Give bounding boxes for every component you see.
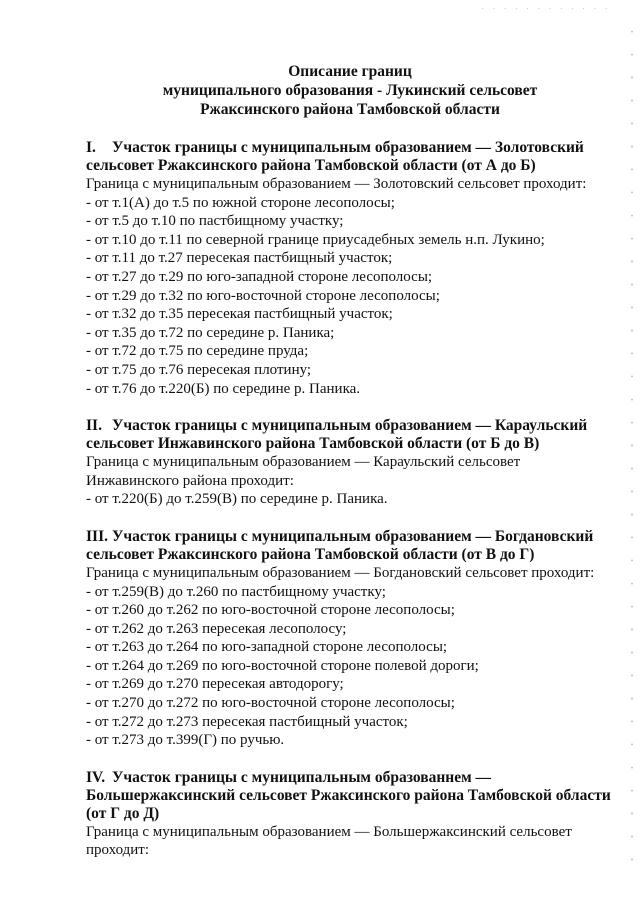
document-title xyxy=(86,62,614,119)
boundary-section xyxy=(86,139,614,398)
boundary-point-item: - от т.35 до т.72 по середине р. Паника; xyxy=(86,324,335,341)
boundary-point-item: - от т.5 до т.10 по пастбищному участку; xyxy=(86,213,344,230)
section-intro: Инжавинского района проходит: xyxy=(86,472,294,489)
boundary-point-item: - от т.27 до т.29 по юго-западной стороне лесополосы; xyxy=(86,268,433,285)
section-intro: Граница с муниципальным образованием — Большержаксинский сельсовет xyxy=(86,823,572,840)
section-heading-text: Участок границы с муниципальным образованием — Богдановский xyxy=(112,527,594,545)
section-heading-text: сельсовет Инжавинского района Тамбовской области (от Б до В) xyxy=(86,435,540,453)
boundary-point-item: - от т.263 до т.264 по юго-западной стороне лесополосы; xyxy=(86,639,448,656)
boundary-point-item: - от т.272 до т.273 пересекая пастбищный участок; xyxy=(86,713,408,730)
section-heading-text: Участок границы с муниципальным образованнем — xyxy=(112,768,492,786)
section-heading-line xyxy=(86,139,614,157)
boundary-point-item: - от т.264 до т.269 по юго-восточной стороне полевой дороги; xyxy=(86,657,479,674)
boundary-point-item: - от т.76 до т.220(Б) по середине р. Паника. xyxy=(86,380,361,397)
boundary-point-item: - от т.262 до т.263 пересекая лесополосу; xyxy=(86,620,347,637)
section-heading xyxy=(86,417,614,453)
section-heading-text: Участок границы с муниципальным образованием — Караульский xyxy=(112,417,588,435)
title-line: Описание границ xyxy=(288,63,412,80)
section-number: III. xyxy=(86,527,108,545)
boundary-point-list xyxy=(86,194,614,399)
section-heading-line xyxy=(86,417,614,435)
section-intro: Граница с муниципальным образованием — Богдановский сельсовет проходит: xyxy=(86,564,595,581)
boundary-section xyxy=(86,417,614,509)
section-heading-text: сельсовет Ржаксинского района Тамбовской области (от В до Г) xyxy=(86,545,535,563)
boundary-point-item: - от т.260 до т.262 по юго-восточной стороне лесополосы; xyxy=(86,602,455,619)
boundary-section xyxy=(86,769,614,860)
section-number: II. xyxy=(86,417,102,435)
boundary-point-item: - от т.75 до т.76 пересекая плотину; xyxy=(86,361,312,378)
section-intro: Граница с муниципальным образованием — Золотовский сельсовет проходит: xyxy=(86,176,587,192)
section-heading-text: Участок границы с муниципальным образованием — Золотовский xyxy=(112,139,584,156)
section-number: I. xyxy=(86,139,96,156)
boundary-point-item: - от т.72 до т.75 по середине пруда; xyxy=(86,343,309,360)
boundary-point-item: - от т.32 до т.35 пересекая пастбищный участок; xyxy=(86,306,393,323)
section-intro: проходит: xyxy=(86,842,150,859)
boundary-point-item: - от т.1(А) до т.5 по южной стороне лесополосы; xyxy=(86,194,395,211)
section-heading xyxy=(86,528,614,564)
section-heading xyxy=(86,769,614,823)
section-heading-line xyxy=(86,435,614,453)
boundary-point-item: - от т.11 до т.27 пересекая пастбищный участок; xyxy=(86,250,393,267)
boundary-point-item: - от т.273 до т.399(Г) по ручью. xyxy=(86,732,285,749)
document-page xyxy=(86,62,614,879)
boundary-point-item: - от т.220(Б) до т.259(В) по середине р. Паника. xyxy=(86,491,388,508)
boundary-section xyxy=(86,528,614,750)
title-line: Ржаксинского района Тамбовской области xyxy=(200,101,500,118)
scan-artifact: . . . . . . . . . . . . xyxy=(480,4,610,11)
section-heading-line xyxy=(86,787,614,805)
boundary-point-item: - от т.10 до т.11 по северной границе приусадебных земель н.п. Лукино; xyxy=(86,231,545,248)
section-heading xyxy=(86,139,614,175)
section-number: IV. xyxy=(86,768,106,786)
section-intro: Граница с муниципальным образованием — Караульский сельсовет xyxy=(86,454,521,471)
title-line: муниципального образования - Лукинский сельсовет xyxy=(162,82,538,99)
section-heading-text: сельсовет Ржаксинского района Тамбовской области (от А до Б) xyxy=(86,157,536,174)
boundary-point-item: - от т.270 до т.272 по юго-восточной стороне лесополосы; xyxy=(86,695,455,712)
section-heading-line xyxy=(86,546,614,564)
boundary-point-item: - от т.269 до т.270 пересекая автодорогу; xyxy=(86,676,344,693)
boundary-point-list xyxy=(86,490,614,509)
section-heading-line xyxy=(86,157,614,175)
sections-container xyxy=(86,139,614,860)
section-heading-line xyxy=(86,528,614,546)
section-heading-line xyxy=(86,805,614,823)
section-heading-text: (от Г до Д) xyxy=(86,804,160,822)
section-heading-text: Большержаксинский сельсовет Ржаксинского района Тамбовской области xyxy=(86,786,611,804)
boundary-point-item: - от т.29 до т.32 по юго-восточной стороне лесополосы; xyxy=(86,287,440,304)
boundary-point-list xyxy=(86,583,614,750)
section-heading-line xyxy=(86,769,614,787)
boundary-point-item: - от т.259(В) до т.260 по пастбищному участку; xyxy=(86,583,386,600)
scan-edge-marks xyxy=(630,20,634,865)
